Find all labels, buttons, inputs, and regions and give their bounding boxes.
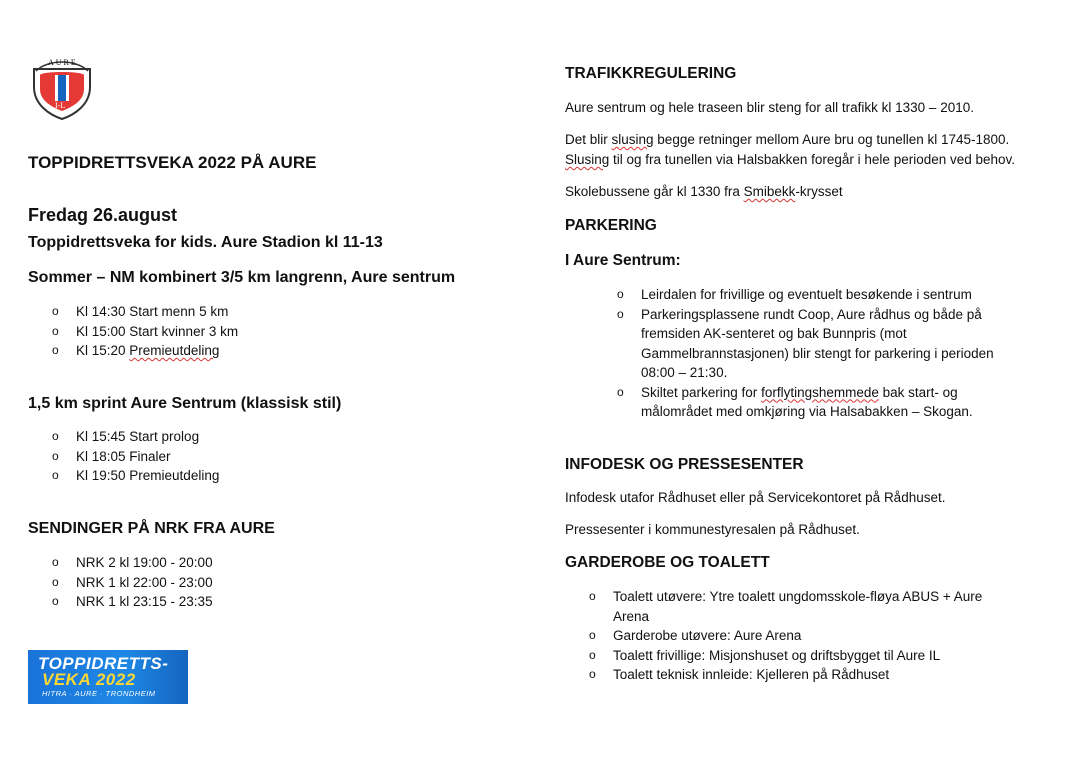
list-item: o NRK 1 kl 22:00 - 23:00 (52, 574, 213, 590)
list-item: o Kl 15:45 Start prolog (52, 429, 200, 444)
club-logo (28, 57, 96, 121)
list-item: o Kl 15:20 Premieutdeling (52, 343, 220, 358)
banner-line3: HITRA · AURE · TRONDHEIM (42, 689, 156, 698)
spelled-word: forflytingshemmede (761, 384, 879, 400)
text-run: Toalett utøvere: Ytre toalett ungdomsskole-fløya ABUS + Aure (613, 589, 983, 604)
list-item-text (641, 383, 1057, 422)
spelled-word: Smibekk (743, 184, 796, 199)
text-run: -krysset (795, 184, 843, 199)
list-item-text (641, 305, 1057, 383)
wardrobe-list (589, 587, 1059, 685)
list-item-text: Kl 15:45 Start prolog (76, 429, 200, 444)
list-item: o Kl 15:00 Start kvinner 3 km (52, 323, 239, 339)
text-run: fremsiden AK-senteret og bak Bunnpris (mot (641, 326, 907, 341)
parking-subheading: I Aure Sentrum: (565, 252, 681, 269)
list-item-text: NRK 2 kl 19:00 - 20:00 (76, 555, 213, 570)
text-run: Parkeringsplassene rundt Coop, Aure rådhus og både på (641, 306, 982, 322)
list-item-text: Kl 14:30 Start menn 5 km (76, 304, 229, 319)
text-run: Gammelbrannstasjonen) blir stengt for parkering i perioden (641, 345, 994, 361)
spelled-word: Slusing (565, 152, 610, 167)
section-langrenn-list (52, 302, 452, 361)
list-item: o NRK 1 kl 23:15 - 23:35 (52, 594, 213, 609)
text-run: Skiltet parkering for (641, 384, 762, 400)
event-date: Fredag 26.august (28, 205, 178, 225)
list-item-text: Toalett frivillige: Misjonshuset og driftsbygget til Aure IL (613, 647, 941, 663)
list-item: o Skiltet parkering for forflytingshemmede bak start- og målområdet med omkjøring via Halsabakken – Skogan. (617, 383, 1057, 422)
club-logo-top-text: AURE (48, 58, 78, 67)
section-sprint-list (52, 427, 452, 486)
text-run: til og fra tunellen via Halsbakken foregår i hele perioden ved behov. (609, 152, 1016, 167)
kids-event: Toppidrettsveka for kids. Aure Stadion kl 11-13 (28, 234, 383, 251)
list-item: o Toalett utøvere: Ytre toalett ungdomsskole-fløya ABUS + Aure Arena (589, 587, 1059, 626)
wardrobe-heading: GARDEROBE OG TOALETT (565, 554, 770, 571)
text-run: Skolebussene går kl 1330 fra (565, 184, 744, 199)
traffic-heading: TRAFIKKREGULERING (565, 65, 737, 82)
traffic-p4 (565, 182, 843, 202)
list-item: o NRK 2 kl 19:00 - 20:00 (52, 555, 213, 570)
text-run: 08:00 – 21:30. (641, 365, 728, 380)
list-item-text: NRK 1 kl 22:00 - 23:00 (76, 574, 213, 590)
section-sprint-heading: 1,5 km sprint Aure Sentrum (klassisk stil) (28, 395, 342, 412)
text-run: Det blir (565, 132, 612, 147)
spelled-word: slusing (611, 132, 654, 147)
list-item-text: Leirdalen for frivillige og eventuelt besøkende i sentrum (641, 287, 972, 302)
toppidrettsveka-banner (28, 650, 188, 704)
banner-line1: TOPPIDRETTS- (38, 654, 169, 673)
parking-list (617, 285, 1057, 422)
list-item: o Toalett teknisk innleide: Kjelleren på Rådhuset (589, 665, 1059, 685)
parking-heading: PARKERING (565, 217, 657, 234)
list-item: o Kl 19:50 Premieutdeling (52, 468, 220, 483)
list-item: o Parkeringsplassene rundt Coop, Aure rådhus og både på fremsiden AK-senteret og bak Bunnpris (mot Gammelbrannstasjonen) blir stengt for parkering i perioden 08:00 – 21:30. (617, 305, 1057, 383)
list-item-text: Kl 15:00 Start kvinner 3 km (76, 323, 239, 339)
list-item: o Toalett frivillige: Misjonshuset og driftsbygget til Aure IL (589, 646, 1059, 666)
list-item: o Kl 18:05 Finaler (52, 448, 171, 464)
list-item-text (613, 587, 1059, 626)
text-run: begge retninger mellom Aure bru og tunellen kl 1745-1800. (653, 132, 1010, 147)
list-item-text: Toalett teknisk innleide: Kjelleren på Rådhuset (613, 667, 890, 682)
info-p2: Pressesenter i kommunestyresalen på Rådhuset. (565, 522, 860, 537)
list-item: o Leirdalen for frivillige og eventuelt besøkende i sentrum (617, 285, 1057, 305)
info-p1: Infodesk utafor Rådhuset eller på Servicekontoret på Rådhuset. (565, 490, 946, 505)
text-run: målområdet med omkjøring via Halsabakken – Skogan. (641, 404, 973, 419)
traffic-p1: Aure sentrum og hele traseen blir steng for all trafikk kl 1330 – 2010. (565, 100, 974, 115)
section-nrk-heading: SENDINGER PÅ NRK FRA AURE (28, 520, 275, 537)
section-langrenn-heading: Sommer – NM kombinert 3/5 km langrenn, Aure sentrum (28, 269, 456, 286)
info-heading: INFODESK OG PRESSESENTER (565, 456, 804, 473)
traffic-p2 (565, 130, 1065, 170)
spelled-word: Premieutdeling (129, 343, 220, 358)
list-item-text: NRK 1 kl 23:15 - 23:35 (76, 594, 213, 609)
list-item: o Garderobe utøvere: Aure Arena (589, 626, 1059, 646)
list-item: o Kl 14:30 Start menn 5 km (52, 304, 229, 319)
club-logo-bottom-text: I-L (55, 101, 66, 110)
list-item-text: Kl 18:05 Finaler (76, 448, 171, 464)
list-item-text: Garderobe utøvere: Aure Arena (613, 628, 802, 643)
text-run: Arena (613, 608, 650, 624)
section-nrk-list (52, 553, 452, 612)
text-run: bak start- og (878, 384, 958, 400)
page-title: TOPPIDRETTSVEKA 2022 PÅ AURE (28, 153, 317, 172)
list-item-text: Kl 19:50 Premieutdeling (76, 468, 220, 483)
list-item-text: Kl 15:20 Premieutdeling (76, 343, 220, 358)
banner-line2: VEKA 2022 (42, 670, 136, 689)
